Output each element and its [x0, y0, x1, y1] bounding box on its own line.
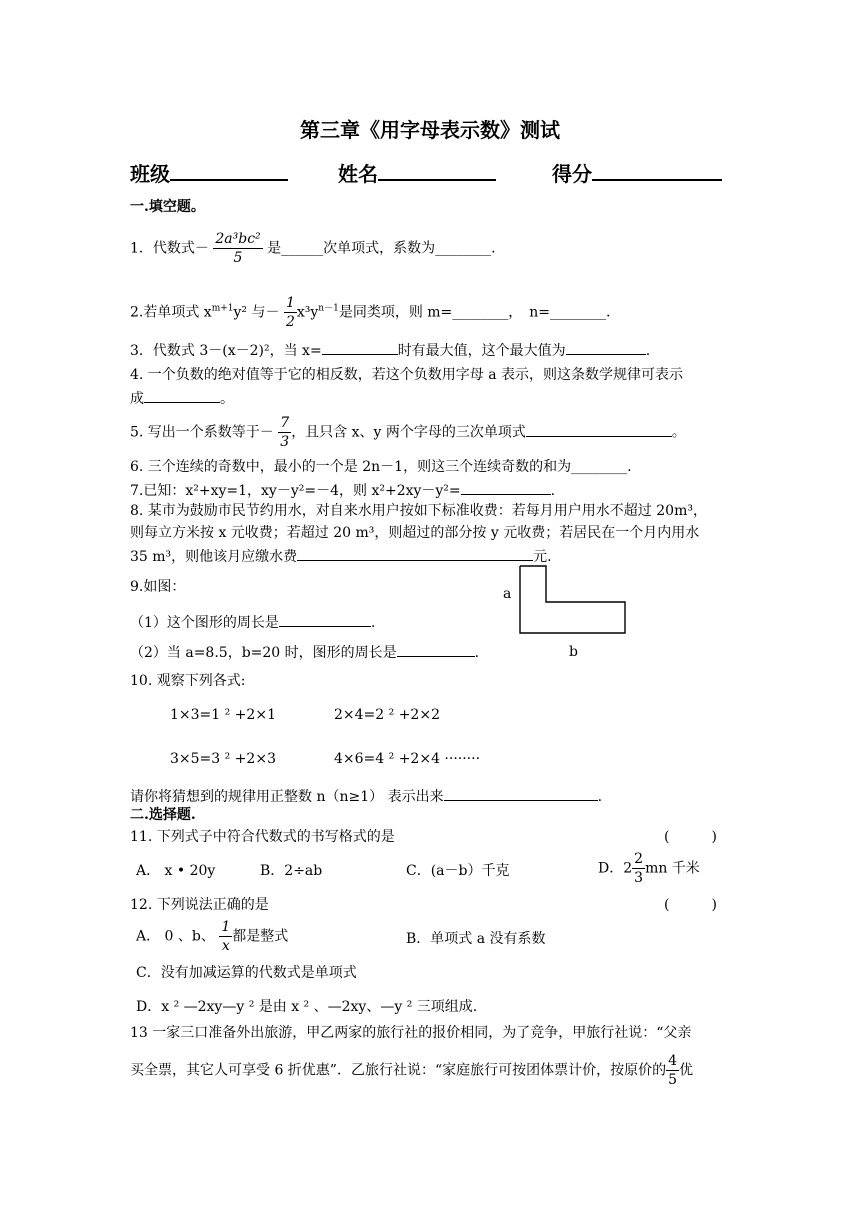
question-4-line-2 — [130, 388, 234, 408]
q5-numerator: 7 — [280, 415, 290, 431]
q12-option-d[interactable]: D．x ² —2xy—y ² 是由 x ² 、—2xy、—y ² 三项组成. — [136, 999, 478, 1015]
q11-option-d[interactable] — [598, 850, 700, 887]
q7-blank[interactable] — [461, 480, 551, 495]
q9-part2-end: . — [474, 645, 480, 661]
q10-expression-1: 1×3=1 ² +2×1 — [170, 707, 276, 723]
q1-prefix: 1．代数式－ — [130, 240, 209, 257]
q5-denominator: 3 — [280, 434, 290, 450]
q2-suffix: 是同类项，则 m=________， n=________. — [338, 304, 611, 321]
q12-option-b[interactable]: B．单项式 a 没有系数 — [406, 931, 546, 947]
q5-prefix: 5. 写出一个系数等于－ — [130, 424, 274, 441]
q12-answer-paren[interactable]: ( ) — [664, 897, 717, 913]
question-11: 11. 下列式子中符合代数式的书写格式的是 — [130, 829, 395, 845]
q1-suffix: 是______次单项式，系数为________. — [267, 240, 496, 257]
question-8-line-3 — [130, 546, 552, 566]
q8-blank[interactable] — [297, 546, 533, 561]
l-shape-figure — [500, 560, 640, 670]
name-blank[interactable] — [378, 159, 496, 181]
q2-numerator: 1 — [285, 295, 295, 311]
q9-blank-1[interactable] — [279, 612, 371, 627]
class-blank[interactable] — [170, 159, 288, 181]
q4-blank[interactable] — [144, 388, 220, 403]
question-8-line-2: 则每立方米按 x 元收费；若超过 20 m³，则超过的部分按 y 元收费；若居民在一个月内用水 — [130, 525, 700, 541]
q13-line2-text: 买全票，其它人可享受 6 折优惠”．乙旅行社说：“家庭旅行可按团体票计价，按原价的 — [130, 1062, 667, 1079]
question-7 — [130, 480, 555, 500]
q12-a-fraction — [219, 918, 232, 955]
q11-d-fraction — [632, 850, 645, 887]
question-9-part-1 — [130, 612, 375, 632]
question-12: 12. 下列说法正确的是 — [130, 897, 269, 913]
q10-end: . — [597, 789, 603, 805]
question-13-line-1: 13 一家三口准备外出旅游，甲乙两家的旅行社的报价相同，为了竞争，甲旅行社说：“父亲 — [130, 1025, 692, 1041]
q3-blank-2[interactable] — [566, 340, 646, 355]
q2-denominator: 2 — [285, 314, 295, 330]
q11-option-a[interactable]: A． x • 20y — [136, 863, 216, 879]
q2-fraction — [284, 294, 297, 331]
q1-denominator: 5 — [233, 250, 243, 266]
question-4-line-1: 4. 一个负数的绝对值等于它的相反数，若这个负数用字母 a 表示，则这条数学规律可表示 — [130, 367, 684, 383]
q11-d-denominator: 3 — [634, 870, 644, 886]
q12-a-denominator: x — [221, 938, 230, 954]
score-blank[interactable] — [592, 159, 722, 181]
question-3 — [130, 340, 650, 360]
q4-line2-text: 成 — [130, 391, 144, 407]
question-9-intro: 9.如图： — [130, 579, 186, 595]
q2-prefix: 2.若单项式 x — [130, 304, 212, 321]
q13-denominator: 5 — [668, 1072, 678, 1088]
q11-d-numerator: 2 — [634, 851, 644, 867]
class-field — [130, 158, 288, 187]
question-8-line-1: 8. 某市为鼓励市民节约用水，对自来水用户按如下标准收费：若每月用户用水不超过 20m³， — [130, 503, 707, 519]
q11-d-suffix: mn 千米 — [645, 860, 700, 877]
q5-fraction — [278, 414, 291, 451]
l-shape-outline — [520, 566, 625, 633]
label-a: a — [503, 586, 512, 602]
q12-option-a[interactable] — [136, 918, 288, 955]
q9-blank-2[interactable] — [397, 642, 475, 657]
q10-expression-3: 3×5=3 ² +2×3 — [170, 751, 276, 767]
q3-middle: 时有最大值，这个最大值为 — [397, 343, 566, 359]
q1-fraction — [213, 230, 262, 267]
q2-exponent-1: m+1 — [211, 303, 234, 314]
q13-line2-end: 优 — [679, 1062, 694, 1079]
question-6: 6. 三个连续的奇数中，最小的一个是 2n－1，则这三个连续奇数的和为________. — [130, 459, 632, 475]
q11-answer-paren[interactable]: ( ) — [664, 829, 717, 845]
q11-option-b[interactable]: B．2÷ab — [260, 863, 323, 879]
class-label: 班级 — [130, 162, 170, 186]
q10-expression-2: 2×4=2 ² +2×2 — [334, 707, 440, 723]
name-label: 姓名 — [338, 162, 378, 186]
score-label: 得分 — [552, 162, 592, 186]
q10-blank[interactable] — [444, 786, 598, 801]
q3-blank-1[interactable] — [322, 340, 398, 355]
section-fill-blank: 一.填空题。 — [130, 199, 205, 215]
q5-blank[interactable] — [526, 422, 672, 437]
q8-line3-text: 35 m³，则他该月应缴水费 — [130, 549, 298, 565]
q9-part2-text: （2）当 a=8.5，b=20 时，图形的周长是 — [130, 645, 397, 661]
q4-end: 。 — [220, 391, 234, 407]
q8-end: 元. — [533, 549, 552, 565]
q3-text: 3．代数式 3－(x－2)²，当 x= — [130, 343, 322, 359]
label-b: b — [569, 644, 578, 660]
q2-middle-1: y² 与－ — [233, 304, 280, 321]
q10-ask-text: 请你将猜想到的规律用正整数 n（n≥1） 表示出来 — [130, 789, 444, 805]
q12-option-c[interactable]: C．没有加减运算的代数式是单项式 — [136, 965, 357, 981]
question-10-intro: 10. 观察下列各式: — [130, 673, 246, 689]
q12-a-numerator: 1 — [221, 919, 231, 935]
q3-end: . — [645, 343, 651, 359]
q5-end: 。 — [671, 424, 686, 441]
page-title: 第三章《用字母表示数》测试 — [300, 118, 560, 142]
question-2 — [130, 294, 610, 331]
q12-a-prefix: A． 0 、b、 — [136, 928, 215, 945]
q2-exponent-2: n－1 — [318, 303, 339, 314]
q11-d-prefix: D．2 — [598, 860, 633, 877]
q9-part1-end: . — [370, 615, 376, 631]
question-9-part-2 — [130, 642, 479, 662]
q5-suffix: ，且只含 x、y 两个字母的三次单项式 — [291, 424, 526, 441]
q13-fraction — [666, 1052, 679, 1089]
name-field — [338, 158, 496, 187]
question-13-line-2 — [130, 1052, 693, 1089]
score-field — [552, 158, 722, 187]
q11-option-c[interactable]: C．(a－b）千克 — [406, 863, 510, 879]
question-10-ask — [130, 786, 602, 806]
q7-end: . — [550, 483, 556, 499]
question-1 — [130, 230, 496, 267]
q1-numerator: 2a³bc² — [215, 231, 261, 247]
q9-part1-text: （1）这个图形的周长是 — [130, 615, 279, 631]
q12-a-suffix: 都是整式 — [232, 928, 289, 945]
q2-middle-2: x³y — [296, 304, 319, 321]
q13-numerator: 4 — [668, 1053, 678, 1069]
q7-text: 7.已知：x²+xy=1，xy－y²=－4，则 x²+2xy－y²= — [130, 483, 461, 499]
question-5 — [130, 414, 686, 451]
q10-expression-4: 4×6=4 ² +2×4 ········ — [334, 751, 481, 767]
section-multiple-choice: 二.选择题. — [130, 807, 196, 823]
